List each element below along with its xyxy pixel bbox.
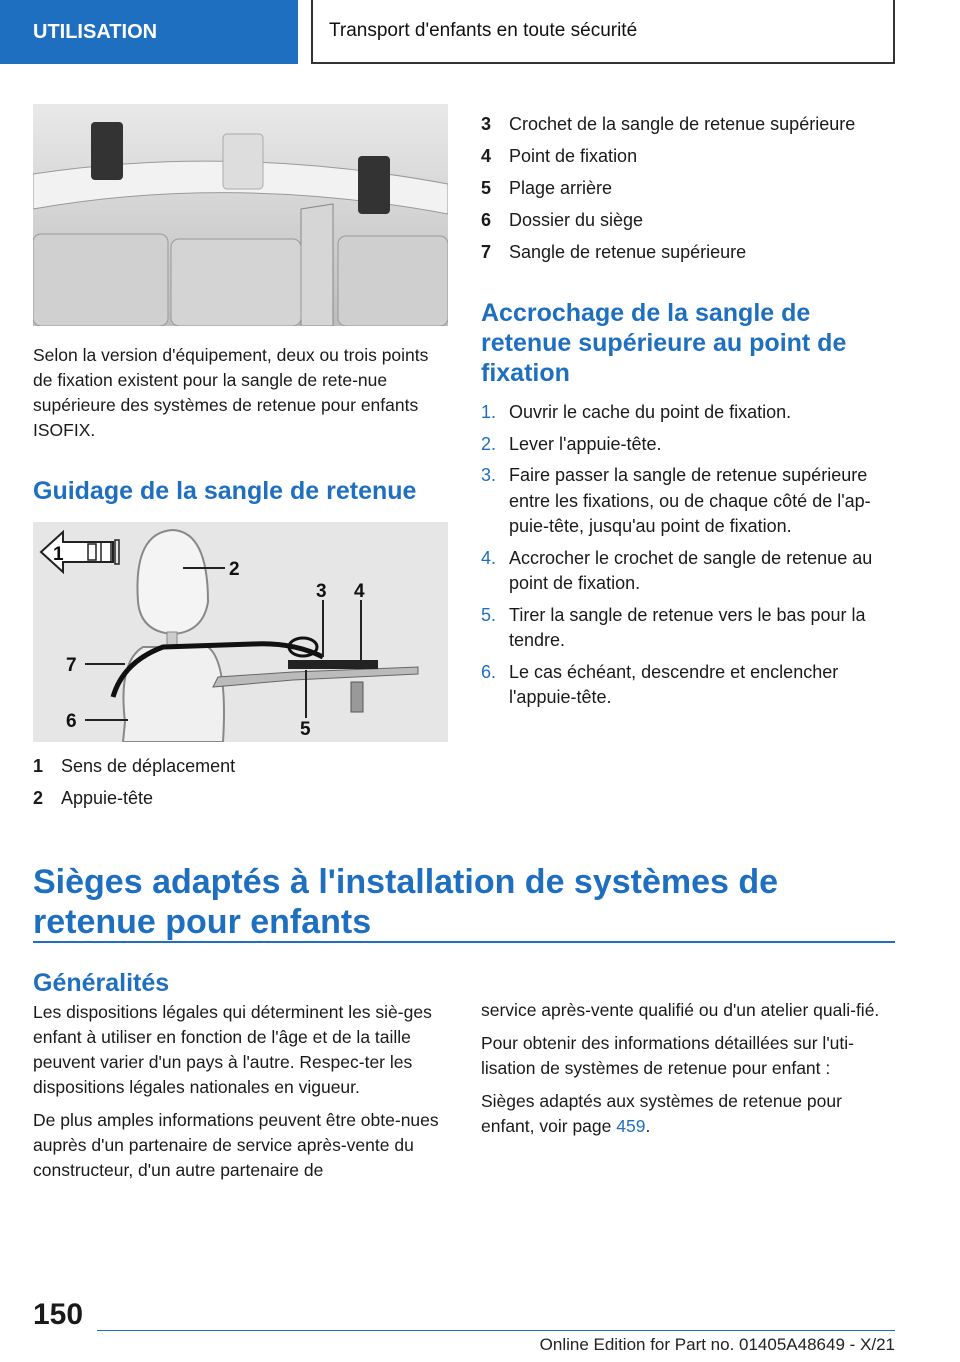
- step-item: [481, 400, 895, 426]
- step-item: [481, 603, 895, 654]
- legend-text: Sens de déplacement: [61, 756, 236, 776]
- legend-item: [33, 750, 448, 782]
- tether-diagram: [33, 522, 448, 742]
- legend-item: [33, 782, 448, 814]
- isofix-photo: [33, 104, 448, 326]
- step-text: Accrocher le crochet de sangle de retenue au point de fixation.: [509, 547, 873, 593]
- section-tab: UTILISATION: [0, 0, 298, 64]
- step-text: Lever l'appuie-tête.: [509, 433, 662, 454]
- diagram-label-1: 1: [53, 544, 64, 565]
- legend-item: [481, 236, 895, 268]
- diagram-label-7: 7: [66, 655, 77, 676]
- diagram-label-2: 2: [229, 559, 240, 580]
- step-text: Tirer la sangle de retenue vers le bas pour la tendre.: [509, 604, 866, 650]
- step-number: 4.: [481, 547, 497, 568]
- legend-number: 1: [33, 756, 44, 776]
- legend-number: 7: [481, 242, 492, 262]
- legend-text: Plage arrière: [509, 178, 613, 198]
- general-paragraph-4: Pour obtenir des informations détaillées sur l'uti-lisation de systèmes de retenue pour enfant :: [481, 1033, 854, 1078]
- diagram-label-3: 3: [316, 581, 327, 602]
- legend-text: Crochet de la sangle de retenue supérieure: [509, 114, 856, 134]
- step-item: [481, 463, 895, 540]
- page-link[interactable]: 459: [616, 1116, 646, 1136]
- general-paragraph-3: service après-vente qualifié ou d'un atelier quali-fié.: [481, 1000, 880, 1020]
- diagram-label-6: 6: [66, 711, 77, 732]
- general-paragraph-5: [481, 1089, 895, 1139]
- step-text: Ouvrir le cache du point de fixation.: [509, 402, 792, 422]
- legend-item: [481, 108, 895, 140]
- reference-end: .: [645, 1116, 651, 1136]
- edition-text: Online Edition for Part no. 01405A48649 - X/21: [539, 1335, 895, 1354]
- step-text: Faire passer la sangle de retenue supérieure entre les fixations, ou de chaque côté de l'ap-puie-tête, jusqu'au point de fixation.: [509, 465, 871, 536]
- legend-number: 2: [33, 788, 44, 808]
- step-number: 1.: [481, 402, 497, 422]
- legend-text: Appuie-tête: [61, 788, 154, 808]
- legend-text: Point de fixation: [509, 146, 638, 166]
- legend-item: [481, 172, 895, 204]
- diagram-label-4: 4: [354, 581, 365, 602]
- legend-number: 6: [481, 210, 492, 230]
- step-number: 2.: [481, 433, 497, 454]
- step-number: 5.: [481, 604, 497, 625]
- legend-number: 3: [481, 114, 492, 134]
- legend-number: 4: [481, 146, 492, 166]
- general-paragraph-2: De plus amples informations peuvent être obte-nues auprès d'un partenaire de service après-vente du constructeur, d'un autre partenaire de: [33, 1110, 439, 1180]
- page-number: 150: [33, 1298, 84, 1331]
- guide-heading: Guidage de la sangle de retenue: [33, 477, 417, 505]
- general-heading: Généralités: [33, 969, 170, 997]
- legend-number: 5: [481, 178, 492, 198]
- step-number: 3.: [481, 465, 497, 485]
- attach-heading: Accrochage de la sangle de retenue supérieure au point de fixation: [481, 299, 847, 387]
- reference-text: Sièges adaptés aux systèmes de retenue pour enfant, voir page: [481, 1091, 842, 1136]
- step-item: [481, 546, 895, 597]
- general-paragraph-1: Les dispositions légales qui déterminent les siè-ges enfant à utiliser en fonction de l'âge et de la taille peuvent varier d'un pays à l'autre. Respec-ter les dispositions légales nationales en vigueur.: [33, 1002, 432, 1097]
- legend-item: [481, 140, 895, 172]
- section-title: Sièges adaptés à l'installation de systèmes de retenue pour enfants: [33, 863, 779, 941]
- step-item: [481, 432, 895, 458]
- legend-item: [481, 204, 895, 236]
- legend-text: Sangle de retenue supérieure: [509, 242, 747, 262]
- step-text: Le cas échéant, descendre et enclencher l'appuie-tête.: [509, 661, 839, 707]
- chapter-title: Transport d'enfants en toute sécurité: [311, 0, 895, 64]
- diagram-label-5: 5: [300, 719, 311, 740]
- footer-rule: [97, 1330, 895, 1331]
- intro-paragraph: Selon la version d'équipement, deux ou trois points de fixation existent pour la sangle de rete-nue supérieure des systèmes de retenue pour enfants ISOFIX.: [33, 345, 429, 440]
- section-rule: [33, 941, 895, 943]
- step-number: 6.: [481, 661, 497, 682]
- legend-text: Dossier du siège: [509, 210, 644, 230]
- step-item: [481, 660, 895, 711]
